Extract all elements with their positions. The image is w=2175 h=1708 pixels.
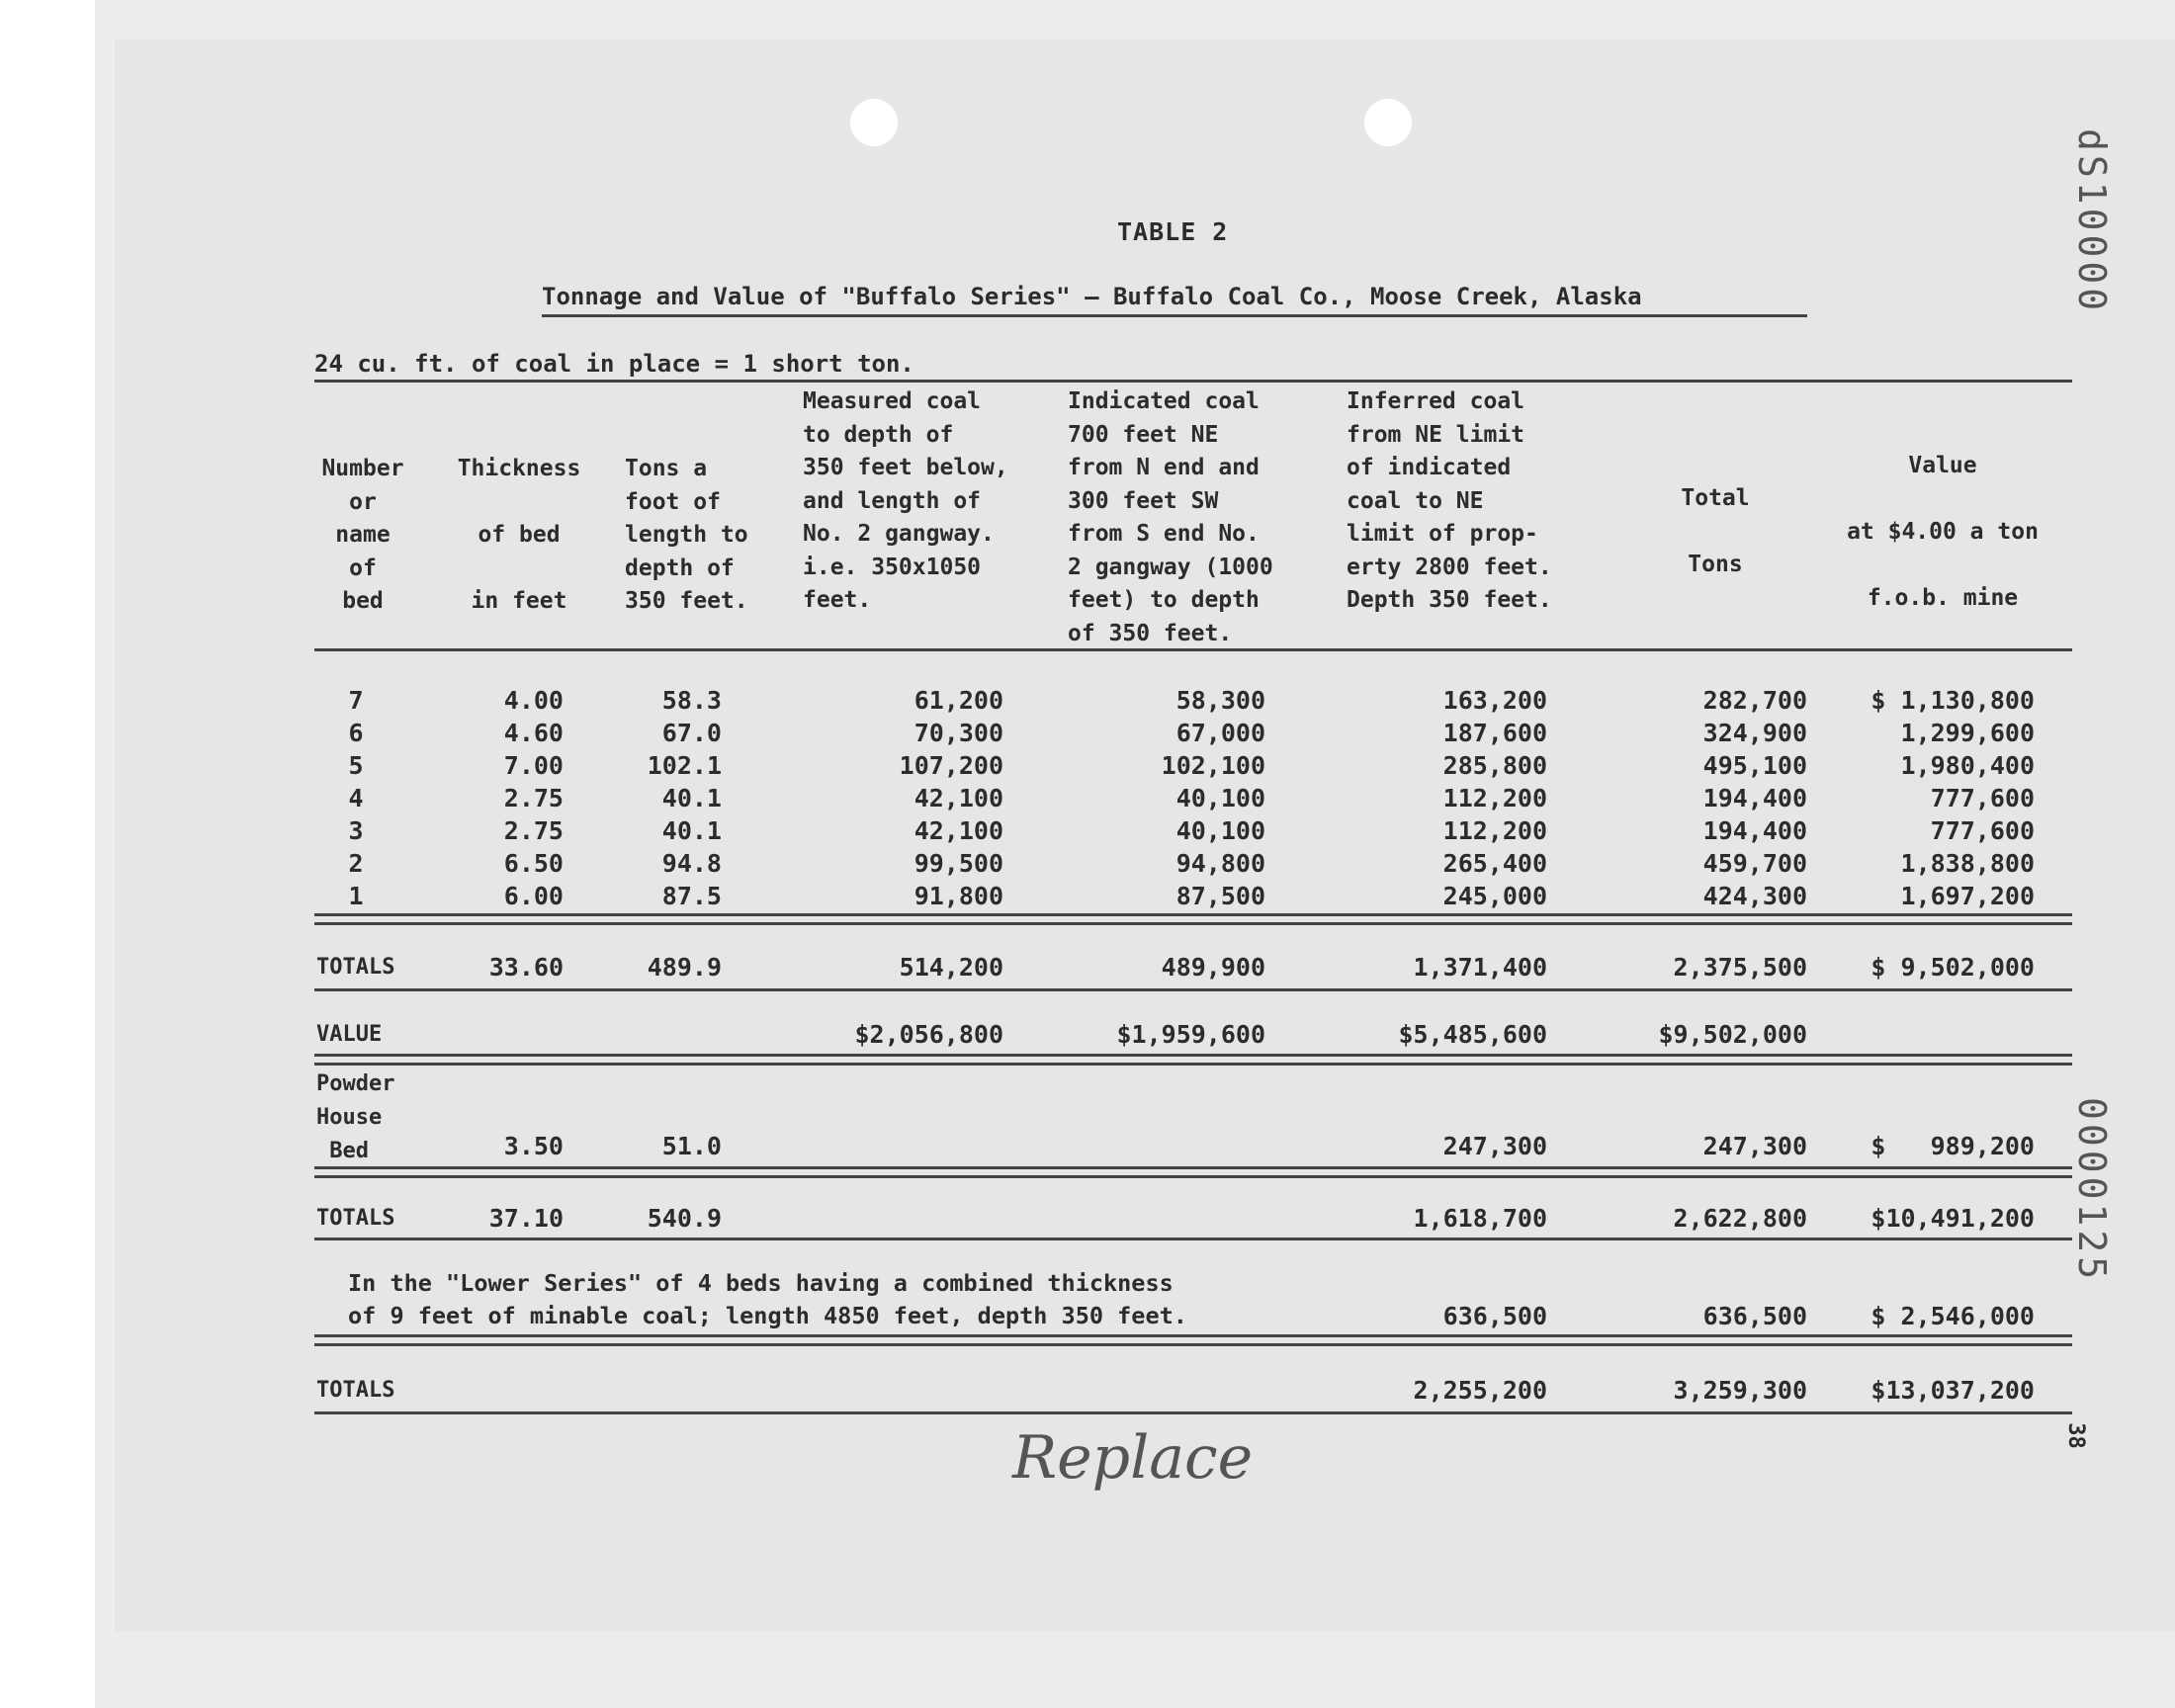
lower-series-total: 636,500: [1702, 1302, 1807, 1330]
conversion-note: 24 cu. ft. of coal in place = 1 short ton.: [314, 350, 914, 378]
totals-tons-foot: 489.9: [647, 953, 722, 982]
header-bed: Number or name of bed: [321, 456, 404, 614]
value-inferred: $5,485,600: [1398, 1020, 1547, 1049]
col-value: $ 1,130,800 1,299,600 1,980,400 777,600 777,600 1,838,800 1,697,200: [1870, 686, 2035, 910]
col-thickness: 4.00 4.60 7.00 2.75 2.75 6.50 6.00: [503, 686, 564, 910]
powder-house-value: $ 989,200: [1870, 1132, 2035, 1160]
col-bed-numbers: 7 6 5 4 3 2 1: [348, 686, 364, 910]
rule-header-top: [314, 380, 2072, 383]
header-indicated: Indicated coal 700 feet NE from N end and 300 feet SW from S end No. 2 gangway (1000 feet) to depth of 350 feet.: [1068, 388, 1273, 646]
lower-series-text: In the "Lower Series" of 4 beds having a combined thickness of 9 feet of minable coal; length 4850 feet, depth 350 feet.: [348, 1269, 1187, 1329]
grand-totals-total: 3,259,300: [1673, 1376, 1807, 1405]
totals-value: $ 9,502,000: [1870, 953, 2035, 982]
powder-house-label: Powder House Bed: [316, 1071, 395, 1163]
value-indicated: $1,959,600: [1116, 1020, 1265, 1049]
totals-measured: 514,200: [899, 953, 1003, 982]
totals2-total: 2,622,800: [1673, 1204, 1807, 1233]
page-number: 38: [2062, 1422, 2088, 1449]
double-rule-powder-house: [314, 1166, 2072, 1178]
powder-house-inferred: 247,300: [1442, 1132, 1547, 1160]
header-total: Total Tons: [1681, 485, 1750, 577]
double-rule-value: [314, 1054, 2072, 1066]
totals2-inferred: 1,618,700: [1413, 1204, 1547, 1233]
double-rule-beds: [314, 913, 2072, 925]
table-title: TABLE 2: [1117, 217, 1229, 246]
totals2-value: $10,491,200: [1870, 1204, 2035, 1233]
grand-totals-inferred: 2,255,200: [1413, 1376, 1547, 1405]
rule-header-bottom: [314, 648, 2072, 651]
rule-totals: [314, 988, 2072, 991]
totals-total: 2,375,500: [1673, 953, 1807, 982]
totals-thickness: 33.60: [488, 953, 564, 982]
header-thickness: Thickness of bed in feet: [457, 456, 581, 614]
archive-stamp-top: dS10000: [2070, 128, 2114, 315]
value-label: VALUE: [316, 1022, 383, 1047]
totals2-thickness: 37.10: [488, 1204, 564, 1233]
lower-series-value: $ 2,546,000: [1870, 1302, 2035, 1330]
handwritten-note: Replace: [1012, 1423, 1254, 1493]
double-rule-lower-series: [314, 1334, 2072, 1346]
value-measured: $2,056,800: [854, 1020, 1003, 1049]
header-measured: Measured coal to depth of 350 feet below, and length of No. 2 gangway. i.e. 350x1050 feet.: [803, 388, 1008, 613]
archive-stamp-side: 0000125: [2070, 1097, 2114, 1284]
punch-hole-left: [850, 99, 898, 146]
powder-house-tons-foot: 51.0: [661, 1132, 722, 1160]
table-subtitle: Tonnage and Value of "Buffalo Series" — Buffalo Coal Co., Moose Creek, Alaska: [542, 283, 1642, 310]
header-inferred: Inferred coal from NE limit of indicated coal to NE limit of prop- erty 2800 feet. Depth 350 feet.: [1347, 388, 1552, 613]
grand-totals-label: TOTALS: [316, 1378, 395, 1403]
col-indicated: 58,300 67,000 102,100 40,100 40,100 94,800 87,500: [1161, 686, 1265, 910]
col-tons-foot: 58.3 67.0 102.1 40.1 40.1 94.8 87.5: [647, 686, 722, 910]
lower-series-inferred: 636,500: [1442, 1302, 1547, 1330]
powder-house-thickness: 3.50: [503, 1132, 564, 1160]
col-total: 282,700 324,900 495,100 194,400 194,400 459,700 424,300: [1702, 686, 1807, 910]
rule-grand-totals: [314, 1411, 2072, 1414]
header-tons-foot: Tons a foot of length to depth of 350 feet.: [625, 456, 748, 614]
value-total: $9,502,000: [1658, 1020, 1807, 1049]
totals2-tons-foot: 540.9: [647, 1204, 722, 1233]
col-inferred: 163,200 187,600 285,800 112,200 112,200 265,400 245,000: [1442, 686, 1547, 910]
grand-totals-value: $13,037,200: [1870, 1376, 2035, 1405]
col-measured: 61,200 70,300 107,200 42,100 42,100 99,500 91,800: [899, 686, 1003, 910]
punch-hole-right: [1364, 99, 1412, 146]
totals-label: TOTALS: [316, 955, 395, 980]
rule-totals2: [314, 1238, 2072, 1240]
subtitle-underline: [542, 314, 1807, 317]
totals-inferred: 1,371,400: [1413, 953, 1547, 982]
totals2-label: TOTALS: [316, 1206, 395, 1231]
totals-indicated: 489,900: [1161, 953, 1265, 982]
header-value: Value at $4.00 a ton f.o.b. mine: [1847, 453, 2039, 611]
powder-house-total: 247,300: [1702, 1132, 1807, 1160]
